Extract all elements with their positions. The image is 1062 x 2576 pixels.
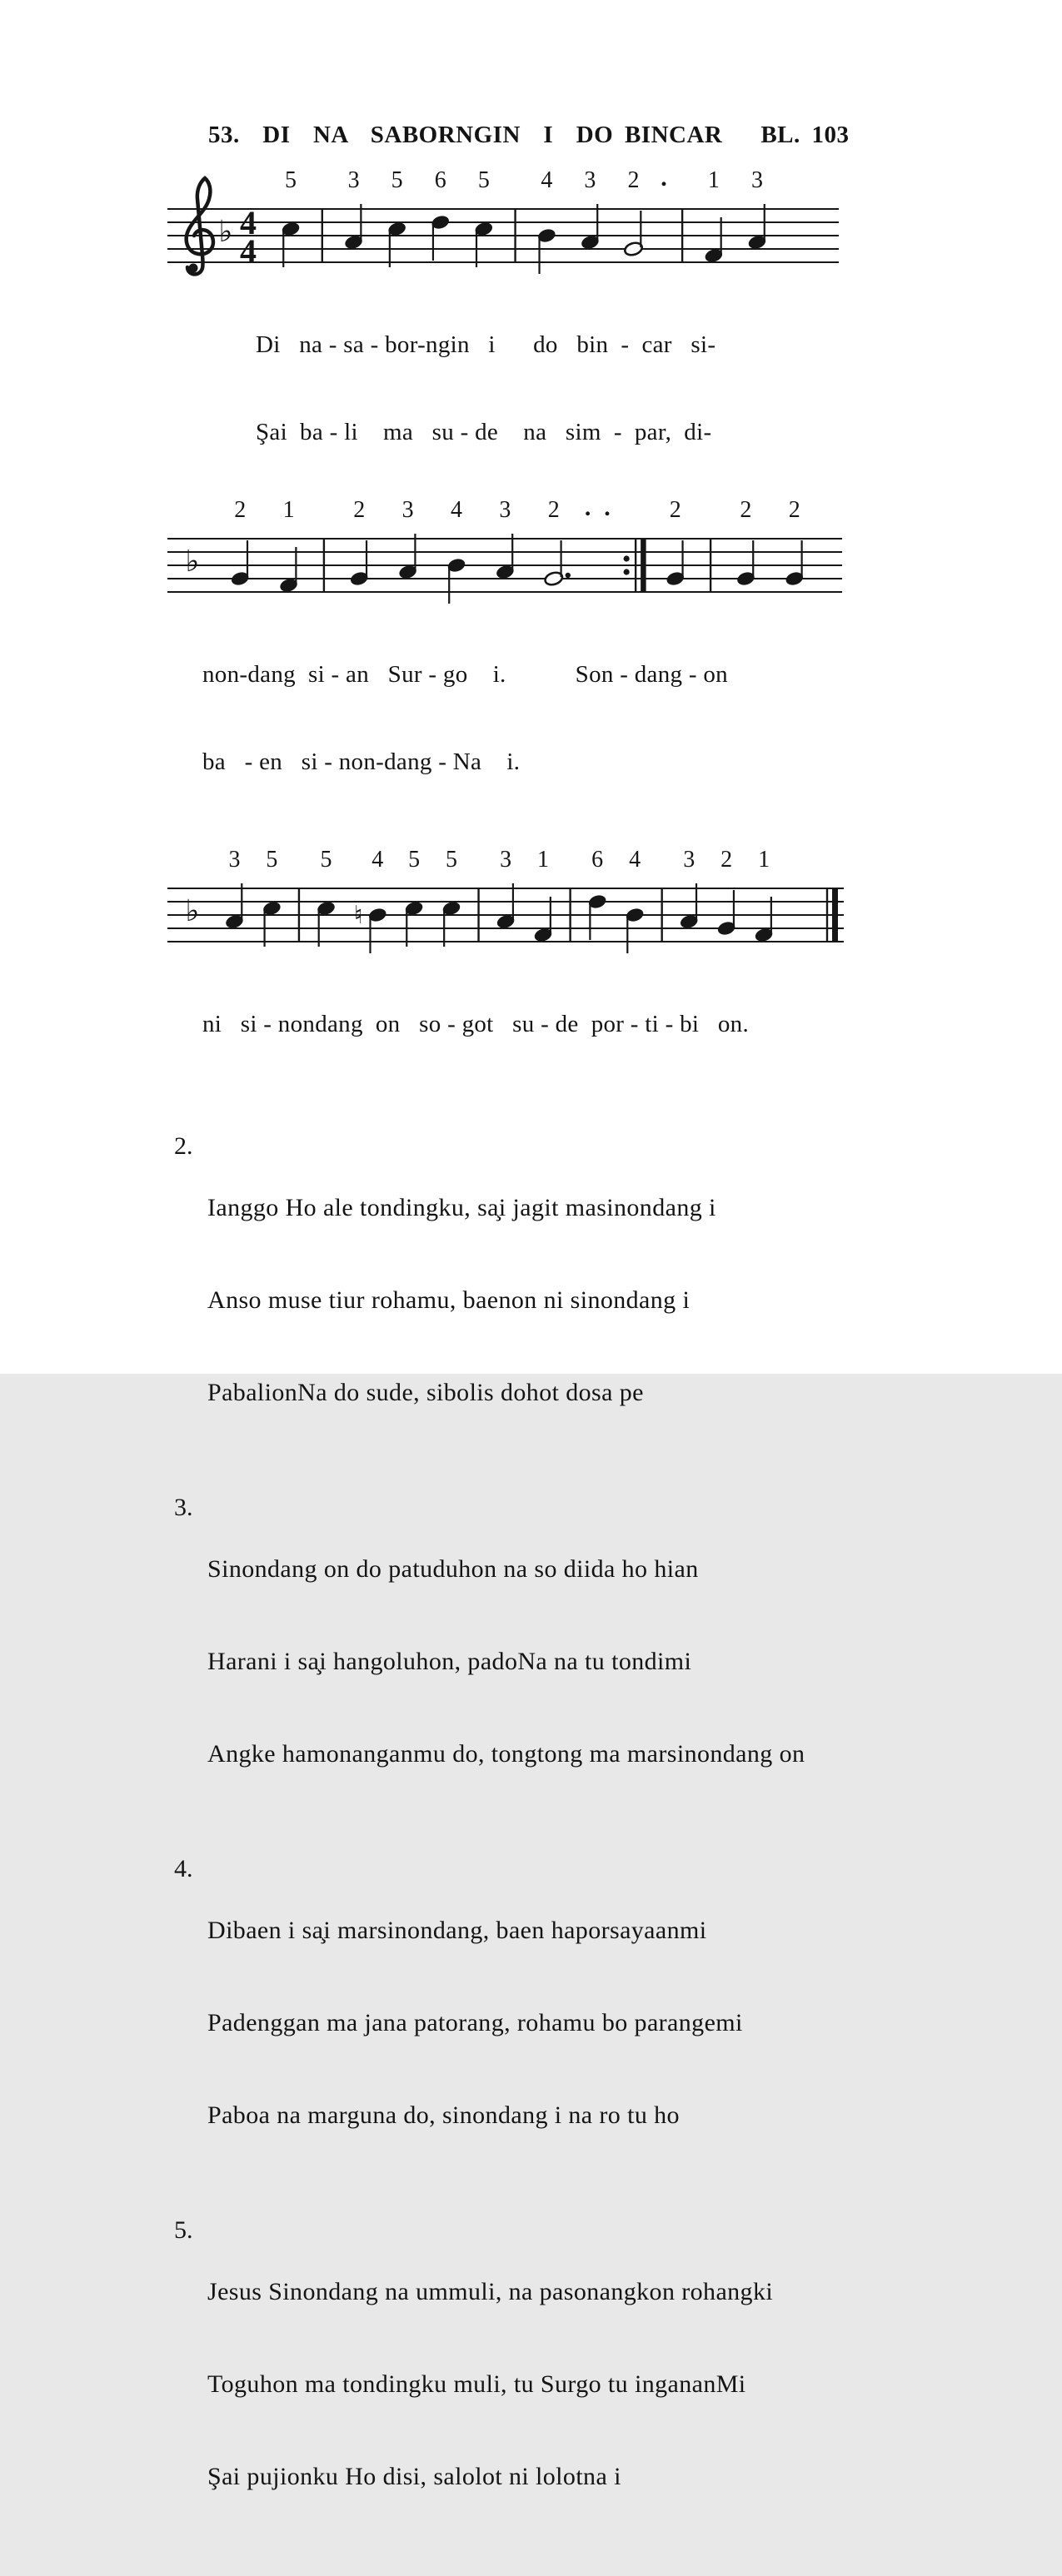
number-notation-label: 5: [477, 167, 490, 193]
number-notation-label: 2: [353, 497, 366, 523]
lyrics-line: ni si - nondang on so - got su - de por - ti - bi on.: [202, 1011, 750, 1037]
verse-line: Paboa na marguna do, sinondang i na ro tu ho: [207, 2101, 680, 2129]
verse-lines: [207, 1492, 805, 1831]
verse-line: Ianggo Ho ale tondingku, sa̧i jagit masinondang i: [207, 1194, 716, 1221]
number-notation-label: 1: [758, 847, 770, 873]
number-notation-label: 4: [451, 497, 463, 523]
verse-lines: [207, 1131, 716, 1470]
music-staff-system-1: [162, 161, 854, 286]
title-row: [162, 122, 866, 149]
song-title: 53. DI NA SABORNGIN I DO BINCAR: [208, 122, 723, 148]
verse-lines: [207, 1853, 743, 2192]
verse-line: Padenggan ma jana patorang, rohamu bo parangemi: [207, 2009, 743, 2036]
flat-sign-icon: ♭: [185, 894, 200, 928]
verse-line: Anso muse tiur rohamu, baenon ni sinondang i: [207, 1286, 691, 1314]
verse-line: Jesus Sinondang na ummuli, na pasonangkon rohangki: [207, 2278, 774, 2305]
number-notation-label: 2: [720, 847, 733, 873]
verse-line: Sinondang on do patuduhon na so diida ho hian: [207, 1555, 699, 1583]
number-notation-label: 5: [285, 167, 297, 193]
music-staff-system-3: [162, 840, 854, 965]
number-notation-label: 3: [750, 167, 763, 193]
lyrics-system-2: [162, 602, 866, 835]
number-notation-label: 2: [627, 167, 640, 193]
verse-line: Toguhon ma tondingku muli, tu Surgo tu ingananMi: [207, 2370, 746, 2398]
verse-number: 2.: [174, 1132, 193, 1160]
verse-number: 3.: [174, 1494, 193, 1521]
svg-text:4: 4: [240, 232, 257, 270]
number-notation-label: 3: [401, 497, 414, 523]
verse-3: [162, 1492, 866, 1831]
natural-sign-icon: ♮: [353, 901, 363, 930]
number-notation-label: 3: [683, 847, 696, 873]
lyrics-line: Di na - sa - bor-ngin i do bin - car si-: [256, 331, 716, 358]
number-notation-label: 5: [391, 167, 403, 193]
flat-sign-icon: ♭: [185, 545, 200, 579]
number-notation-label: 5: [320, 847, 332, 873]
verse-5: [162, 2215, 866, 2554]
lyrics-system-3: [162, 952, 866, 1097]
number-notation-label: 3: [347, 167, 360, 193]
music-staff-system-2: [162, 490, 854, 615]
number-notation-label: 1: [282, 497, 295, 523]
lyrics-system-1: [162, 272, 866, 505]
number-notation-label: 1: [537, 847, 550, 873]
number-notation-dot: .: [661, 164, 667, 191]
lyrics-line: ba - en si - non-dang - Na i.: [202, 748, 521, 775]
number-notation-label: 4: [541, 167, 553, 193]
verse-number: 4.: [174, 1855, 193, 1882]
number-notation-label: 5: [408, 847, 421, 873]
number-notation-label: 5: [266, 847, 278, 873]
song-reference: BL. 103: [760, 122, 850, 148]
number-notation-label: 2: [669, 497, 681, 523]
number-notation-label: 4: [371, 847, 384, 873]
augmentation-dot: [566, 573, 571, 578]
time-signature: [240, 204, 257, 270]
svg-text:4: 4: [240, 204, 257, 241]
number-notation-label: 4: [629, 847, 641, 873]
verse-line: Şai pujionku Ho disi, salolot ni lolotna i: [207, 2463, 621, 2490]
number-notation-label: 2: [234, 497, 247, 523]
flat-sign-icon: ♭: [218, 215, 233, 249]
number-notation-label: 3: [500, 847, 512, 873]
number-notation-label: 3: [228, 847, 241, 873]
number-notation-label: 2: [547, 497, 560, 523]
number-notation-label: 3: [499, 497, 511, 523]
number-notation-label: 3: [584, 167, 596, 193]
number-notation-label: 1: [707, 167, 720, 193]
verse-line: Harani i sa̧i hangoluhon, padoNa na tu tondimi: [207, 1648, 692, 1675]
verse-lines: [207, 2215, 773, 2554]
number-notation-label: 2: [788, 497, 800, 523]
verse-line: Angke hamonanganmu do, tongtong ma marsinondang on: [207, 1740, 805, 1768]
verse-line: Dibaen i sa̧i marsinondang, baen haporsayaanmi: [207, 1917, 707, 1944]
verse-number: 5.: [174, 2216, 193, 2244]
page-content: [162, 0, 866, 2576]
lyrics-line: non-dang si - an Sur - go i. Son - dang - on: [202, 661, 728, 688]
number-notation-dot: .: [604, 494, 611, 521]
number-notation-label: 2: [740, 497, 752, 523]
verse-2: [162, 1131, 866, 1470]
number-notation-label: 5: [445, 847, 457, 873]
number-notation-dot: .: [584, 494, 591, 521]
number-notation-label: 6: [434, 167, 446, 193]
verses-block: [162, 1131, 866, 2554]
number-notation-label: 6: [591, 847, 604, 873]
treble-clef-icon: [187, 178, 213, 274]
lyrics-line: Şai ba - li ma su - de na sim - par, di-: [256, 419, 712, 445]
verse-line: PabalionNa do sude, sibolis dohot dosa pe: [207, 1379, 644, 1406]
verse-4: [162, 1853, 866, 2192]
